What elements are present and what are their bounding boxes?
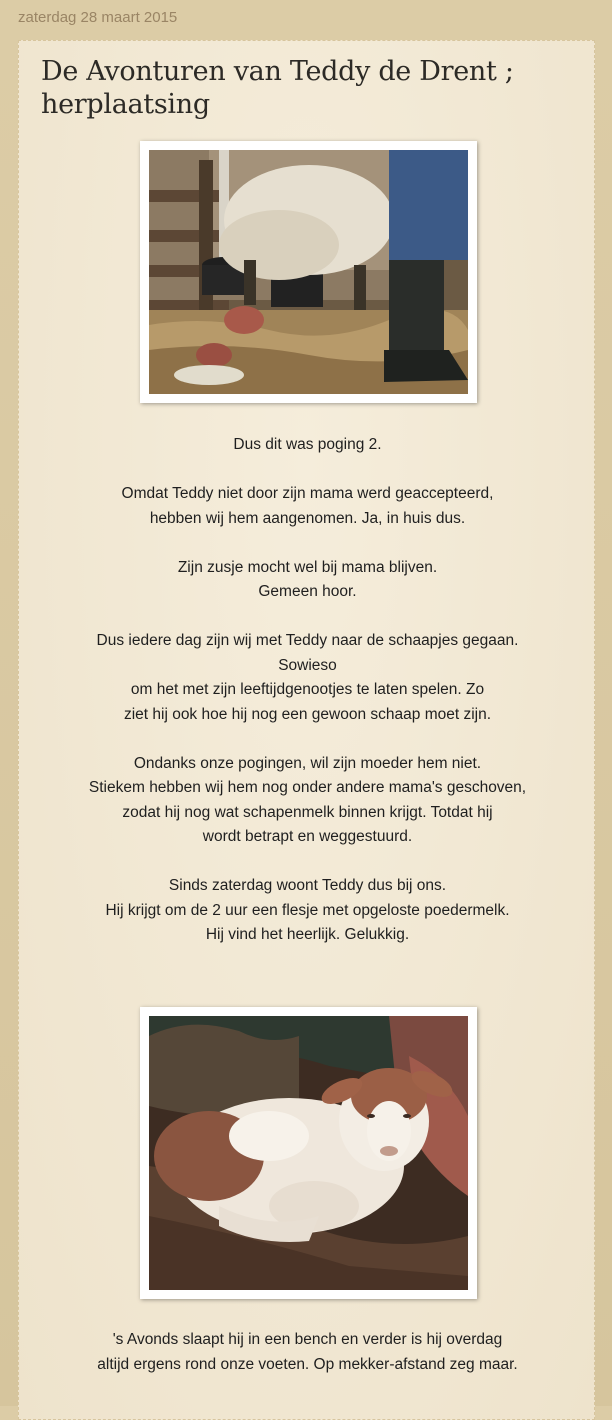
sheep-stable-photo[interactable] bbox=[140, 141, 477, 403]
paragraph-6: Sinds zaterdag woont Teddy dus bij ons. Hij krijgt om de 2 uur een flesje met opgeloste poedermelk. Hij vind het heerlijk. Gelukkig. bbox=[105, 877, 510, 943]
paragraph-4: Dus iedere dag zijn wij met Teddy naar de schaapjes gegaan. Sowieso om het met zijn leeftijdgenootjes te laten spelen. Zo ziet hij ook hoe hij nog een gewoon schaap moet zijn. bbox=[96, 632, 519, 723]
post-body bbox=[19, 433, 596, 972]
paragraph-7: 's Avonds slaapt hij in een bench en verder is hij overdag altijd ergens rond onze voeten. Op mekker-afstand zeg maar. bbox=[97, 1331, 518, 1373]
lamb-photo[interactable] bbox=[140, 1007, 477, 1299]
date-header: zaterdag 28 maart 2015 bbox=[18, 9, 178, 26]
paragraph-1: Dus dit was poging 2. bbox=[233, 436, 382, 453]
sheep-stable-image bbox=[149, 150, 468, 394]
paragraph-3: Zijn zusje mocht wel bij mama blijven. Gemeen hoor. bbox=[177, 558, 438, 600]
paragraph-2: Omdat Teddy niet door zijn mama werd geaccepteerd, hebben wij hem aangenomen. Ja, in huis dus. bbox=[121, 485, 494, 527]
post-title[interactable]: De Avonturen van Teddy de Drent ; herplaatsing bbox=[41, 56, 514, 120]
post-body-closing bbox=[19, 1328, 596, 1402]
blog-post bbox=[18, 40, 595, 1420]
lamb-image bbox=[149, 1016, 468, 1290]
paragraph-5: Ondanks onze pogingen, wil zijn moeder hem niet. Stiekem hebben wij hem nog onder andere mama's geschoven, zodat hij nog wat schapenmelk binnen krijgt. Totdat hij wordt betrapt en weggestuurd. bbox=[88, 754, 527, 845]
